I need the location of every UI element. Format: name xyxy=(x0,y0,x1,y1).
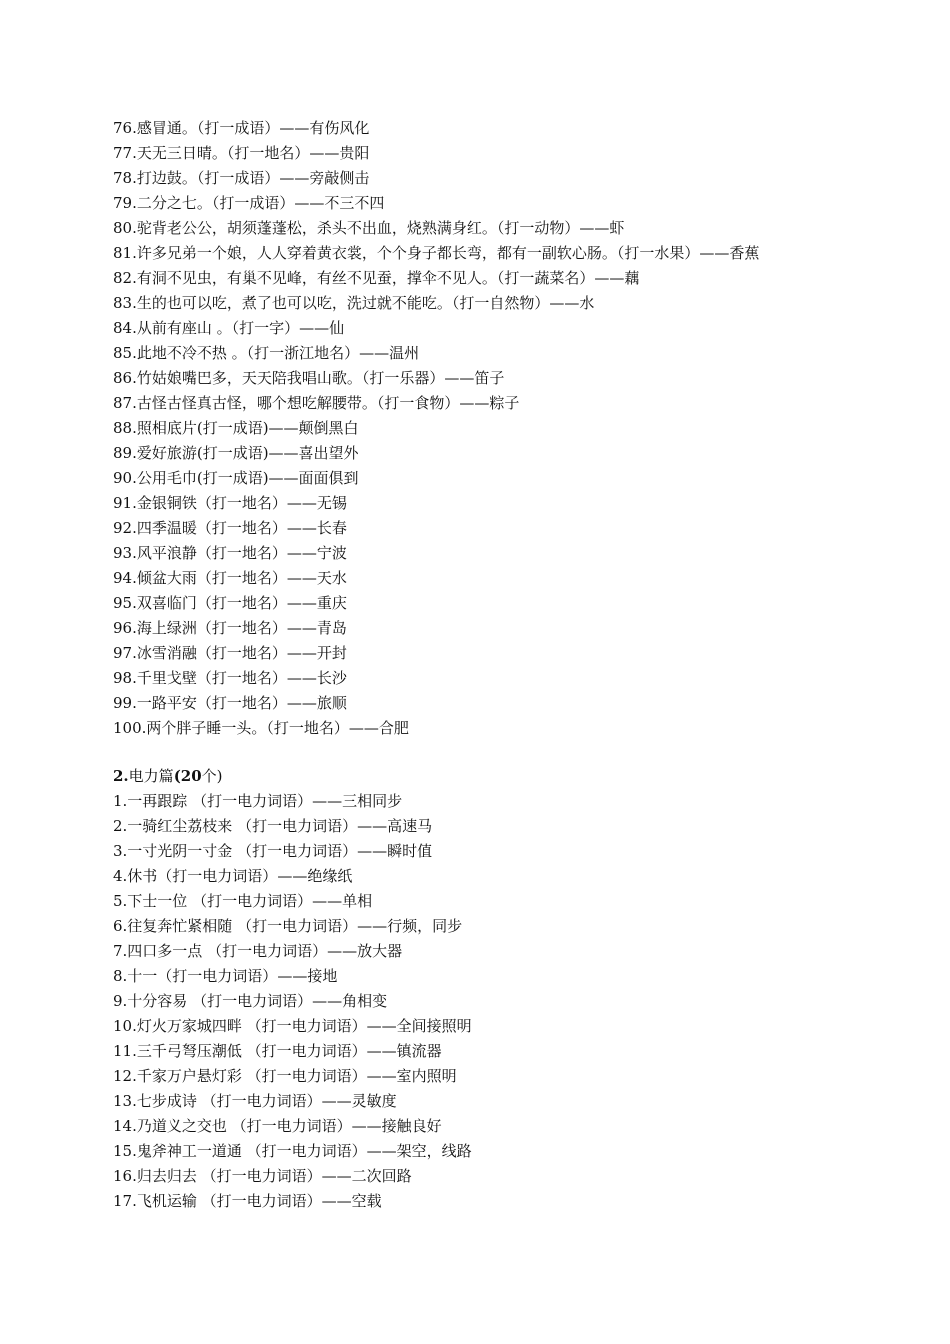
section-heading-count: (20 xyxy=(173,767,202,785)
riddle-item: 95.双喜临门（打一地名）——重庆 xyxy=(113,594,347,612)
riddle-item: 13.七步成诗 （打一电力词语）——灵敏度 xyxy=(113,1092,397,1110)
riddle-item: 90.公用毛巾(打一成语)——面面俱到 xyxy=(113,469,359,487)
riddle-item: 93.风平浪静（打一地名）——宁波 xyxy=(113,544,347,562)
riddle-item: 91.金银铜铁（打一地名）——无锡 xyxy=(113,494,347,512)
riddle-item: 88.照相底片(打一成语)——颠倒黑白 xyxy=(113,419,359,437)
riddle-item: 79.二分之七。（打一成语）——不三不四 xyxy=(113,194,385,212)
riddle-item: 1.一再跟踪 （打一电力词语）——三相同步 xyxy=(113,792,403,810)
riddle-item: 84.从前有座山 。（打一字）——仙 xyxy=(113,319,345,337)
riddle-item: 78.打边鼓。（打一成语）——旁敲侧击 xyxy=(113,169,370,187)
riddle-item: 86.竹姑娘嘴巴多，天天陪我唱山歌。（打一乐器）——笛子 xyxy=(113,369,505,387)
riddle-list-part-one xyxy=(113,116,913,741)
riddle-item: 16.归去归去 （打一电力词语）——二次回路 xyxy=(113,1167,412,1185)
riddle-item: 89.爱好旅游(打一成语)——喜出望外 xyxy=(113,444,359,462)
riddle-item: 77.天无三日晴。（打一地名）——贵阳 xyxy=(113,144,370,162)
riddle-item: 12.千家万户悬灯彩 （打一电力词语）——室内照明 xyxy=(113,1067,457,1085)
riddle-item: 76.感冒通。（打一成语）——有伤风化 xyxy=(113,119,370,137)
riddle-item: 3.一寸光阴一寸金 （打一电力词语）——瞬时值 xyxy=(113,842,433,860)
riddle-item: 80.驼背老公公，胡须蓬蓬松，杀头不出血，烧熟满身红。（打一动物）——虾 xyxy=(113,219,625,237)
riddle-list-part-two xyxy=(113,764,913,1214)
section-heading xyxy=(113,764,913,789)
section-heading-title: 电力篇 xyxy=(128,767,174,785)
riddle-item: 87.古怪古怪真古怪，哪个想吃解腰带。（打一食物）——粽子 xyxy=(113,394,520,412)
riddle-item: 9.十分容易 （打一电力词语）——角相变 xyxy=(113,992,388,1010)
riddle-item: 92.四季温暖（打一地名）——长春 xyxy=(113,519,347,537)
riddle-item: 94.倾盆大雨（打一地名）——天水 xyxy=(113,569,347,587)
riddle-item: 4.休书（打一电力词语）——绝缘纸 xyxy=(113,867,353,885)
riddle-item: 11.三千弓弩压潮低 （打一电力词语）——镇流器 xyxy=(113,1042,442,1060)
riddle-item: 15.鬼斧神工一道通 （打一电力词语）——架空，线路 xyxy=(113,1142,472,1160)
riddle-item: 99.一路平安（打一地名）——旅顺 xyxy=(113,694,347,712)
riddle-item: 82.有洞不见虫，有巢不见峰，有丝不见蚕，撑伞不见人。（打一蔬菜名）——藕 xyxy=(113,269,640,287)
riddle-item: 14.乃道义之交也 （打一电力词语）——接触良好 xyxy=(113,1117,442,1135)
riddle-item: 7.四口多一点 （打一电力词语）——放大器 xyxy=(113,942,403,960)
riddle-item: 96.海上绿洲（打一地名）——青岛 xyxy=(113,619,347,637)
riddle-item: 5.下士一位 （打一电力词语）——单相 xyxy=(113,892,373,910)
riddle-item: 81.许多兄弟一个娘，人人穿着黄衣裳，个个身子都长弯，都有一副软心肠。（打一水果）——香蕉 xyxy=(113,244,760,262)
section-heading-number: 2. xyxy=(113,767,129,785)
riddle-item: 83.生的也可以吃，煮了也可以吃，洗过就不能吃。（打一自然物）——水 xyxy=(113,294,595,312)
riddle-item: 17.飞机运输 （打一电力词语）——空载 xyxy=(113,1192,382,1210)
riddle-item: 85.此地不冷不热 。（打一浙江地名）——温州 xyxy=(113,344,420,362)
riddle-item: 8.十一（打一电力词语）——接地 xyxy=(113,967,338,985)
riddle-item: 100.两个胖子睡一头。（打一地名）——合肥 xyxy=(113,719,409,737)
riddle-item: 2.一骑红尘荔枝来 （打一电力词语）——高速马 xyxy=(113,817,433,835)
riddle-item: 10.灯火万家城四畔 （打一电力词语）——全间接照明 xyxy=(113,1017,472,1035)
riddle-item: 98.千里戈壁（打一地名）——长沙 xyxy=(113,669,347,687)
section-heading-unit: 个) xyxy=(201,767,223,785)
riddle-item: 97.冰雪消融（打一地名）——开封 xyxy=(113,644,347,662)
riddle-item: 6.往复奔忙紧相随 （打一电力词语）——行频，同步 xyxy=(113,917,463,935)
